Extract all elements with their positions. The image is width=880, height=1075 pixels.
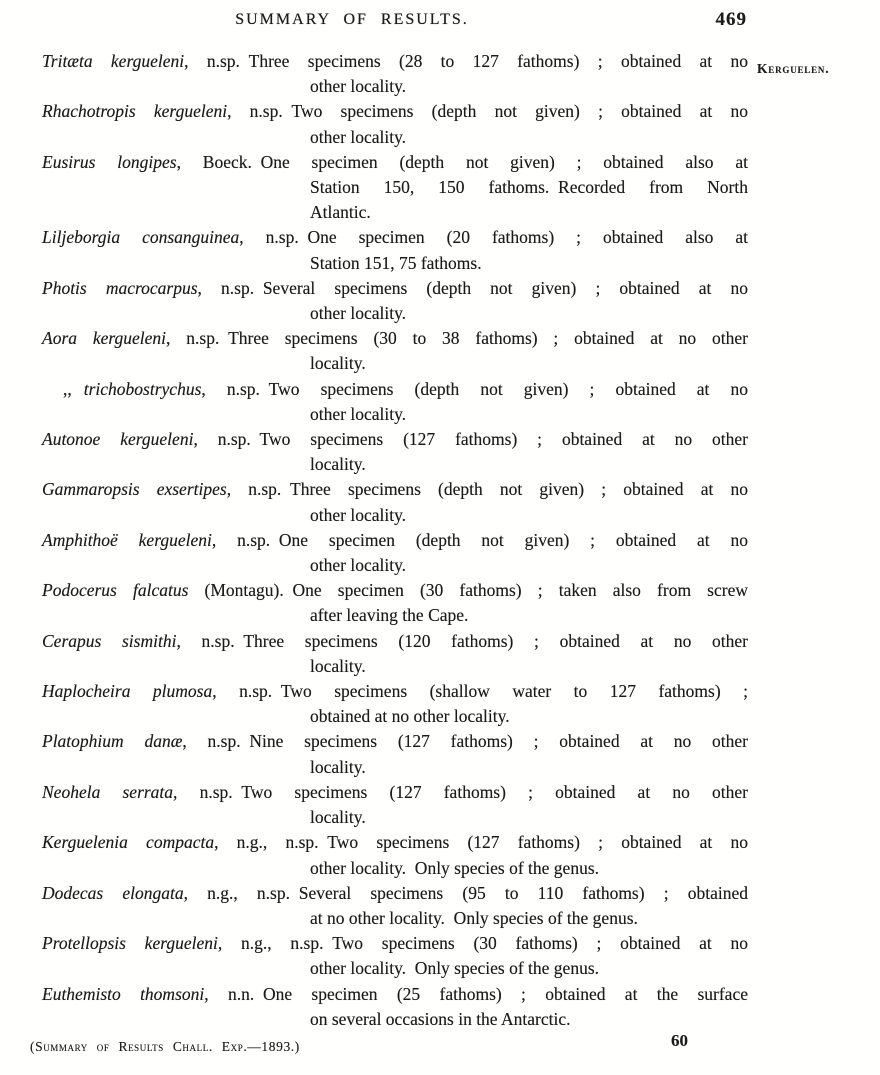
entry-description: , n.sp. Three specimens (30 to 38 fathoms) ; obtained at no other <box>166 328 748 349</box>
entry-continuation-line: Atlantic. <box>310 202 371 223</box>
entry-first-line <box>42 931 748 956</box>
species-entry <box>42 477 748 527</box>
entry-continuation-line: locality. <box>310 353 366 374</box>
entry-description: , n.sp. Three specimens (28 to 127 fathoms) ; obtained at no <box>184 51 748 71</box>
species-name: Neohela serrata <box>42 781 174 802</box>
entry-first-line <box>42 49 748 74</box>
entry-first-line <box>42 982 748 1007</box>
entry-continuation-line: other locality. Only species of the genus. <box>310 958 599 979</box>
species-entry <box>42 150 748 226</box>
species-name: Kerguelenia compacta <box>42 832 215 853</box>
species-name: Podocerus falcatus <box>42 580 189 601</box>
species-entry <box>42 49 748 99</box>
page-number: 469 <box>715 9 747 30</box>
entry-continuation-line: locality. <box>310 655 366 676</box>
entry-first-line <box>42 578 748 603</box>
species-entry <box>42 377 748 427</box>
margin-note-kerguelen: Kerguelen. <box>757 61 830 76</box>
species-entry <box>42 881 748 931</box>
entry-description: , Boeck. One specimen (depth not given) ; obtained also at <box>176 151 748 172</box>
entry-continuation-line: locality. <box>310 807 366 828</box>
species-name: Dodecas elongata <box>42 882 184 903</box>
entry-first-line <box>42 225 748 250</box>
entry-description: , n.sp. One specimen (20 fathoms) ; obtained also at <box>239 227 748 248</box>
entry-continuation-line: other locality. <box>310 126 407 147</box>
entry-description: , n.sp. Two specimens (127 fathoms) ; obtained at no other <box>173 781 748 802</box>
entry-description: , n.sp. Several specimens (depth not given) ; obtained at no <box>197 277 748 298</box>
entry-first-line <box>42 679 748 704</box>
entry-description: , n.g., n.sp. Several specimens (95 to 110 fathoms) ; obtained <box>183 882 748 903</box>
species-entry <box>42 982 748 1032</box>
entry-description: , n.sp. Two specimens (shallow water to 127 fathoms) ; <box>212 681 748 702</box>
entry-first-line <box>42 729 748 754</box>
species-entry <box>42 830 748 880</box>
entry-first-line <box>42 629 748 654</box>
entry-first-line <box>42 830 748 855</box>
species-name: Eusirus longipes <box>42 151 177 172</box>
entry-description: , n.sp. Two specimens (127 fathoms) ; obtained at no other <box>193 429 748 450</box>
entry-first-line <box>42 377 748 402</box>
entry-first-line <box>42 780 748 805</box>
sheet-number: 60 <box>671 1031 688 1050</box>
entry-continuation-line: Station 150, 150 fathoms. Recorded from North <box>310 177 748 198</box>
entry-continuation-line: other locality. <box>310 555 407 576</box>
entry-first-line <box>42 427 748 452</box>
entry-description: , n.sp. Two specimens (depth not given) ; obtained at no <box>227 101 748 122</box>
entry-description: , n.sp. One specimen (depth not given) ; obtained at no <box>211 529 748 550</box>
species-entry <box>42 629 748 679</box>
entry-continuation-line: locality. <box>310 454 366 475</box>
page-title: SUMMARY OF RESULTS. <box>235 11 469 28</box>
species-name: Photis macrocarpus <box>42 277 198 298</box>
entry-continuation-line: other locality. <box>310 303 407 324</box>
species-name: Rhachotropis kergueleni <box>42 101 228 122</box>
entry-continuation-line: Station 151, 75 fathoms. <box>310 252 482 273</box>
entry-description: , n.n. One specimen (25 fathoms) ; obtained at the surface <box>204 983 748 1004</box>
entry-first-line <box>42 477 748 502</box>
species-name: Cerapus sismithi <box>42 630 177 651</box>
species-entry <box>42 729 748 779</box>
entry-first-line <box>42 99 748 124</box>
entry-description: , n.sp. Two specimens (depth not given) ; obtained at no <box>201 378 748 399</box>
entry-continuation-line: on several occasions in the Antarctic. <box>310 1008 571 1029</box>
species-entry <box>42 578 748 628</box>
species-name: Platophium danæ <box>42 731 183 752</box>
entry-continuation-line: other locality. <box>310 76 407 97</box>
species-entry <box>42 780 748 830</box>
species-name: Gammaropsis exsertipes <box>42 479 227 500</box>
species-entry <box>42 326 748 376</box>
species-entry <box>42 679 748 729</box>
species-name: Euthemisto thomsoni <box>42 983 205 1004</box>
entry-description: (Montagu). One specimen (30 fathoms) ; taken also from screw <box>188 580 748 601</box>
entry-continuation-line: other locality. <box>310 504 407 525</box>
species-name: Protellopsis kergueleni <box>42 933 218 954</box>
footer-signature: (Summary of Results Chall. Exp.—1893.) <box>30 1039 300 1054</box>
species-name: Haplocheira plumosa <box>42 681 213 702</box>
entry-description: , n.g., n.sp. Two specimens (127 fathoms) ; obtained at no <box>214 832 748 853</box>
entry-first-line <box>42 326 748 351</box>
entry-first-line <box>42 150 748 175</box>
species-entry <box>42 99 748 149</box>
species-entry <box>42 528 748 578</box>
entry-continuation-line: other locality. Only species of the genus. <box>310 857 599 878</box>
entry-description: , n.g., n.sp. Two specimens (30 fathoms) ; obtained at no <box>217 933 748 954</box>
entry-continuation-line: obtained at no other locality. <box>310 706 510 727</box>
species-name: Liljeborgia consanguinea <box>42 227 240 248</box>
species-entry <box>42 427 748 477</box>
entry-description: , n.sp. Three specimens (depth not given) ; obtained at no <box>226 479 748 500</box>
species-entry <box>42 276 748 326</box>
entry-first-line <box>42 881 748 906</box>
species-name: Amphithoë kergueleni <box>42 529 212 550</box>
species-name: Aora kergueleni <box>42 328 167 349</box>
entry-first-line <box>42 528 748 553</box>
species-name: Tritæta kergueleni <box>42 51 185 71</box>
species-entry <box>42 225 748 275</box>
species-name: trichobostrychus <box>83 378 202 399</box>
entry-description: , n.sp. Three specimens (120 fathoms) ; obtained at no other <box>176 630 748 651</box>
entry-continuation-line: after leaving the Cape. <box>310 605 469 626</box>
entry-continuation-line: at no other locality. Only species of the genus. <box>310 907 638 928</box>
entry-description: , n.sp. Nine specimens (127 fathoms) ; obtained at no other <box>182 731 748 752</box>
entry-first-line <box>42 276 748 301</box>
species-entry <box>42 931 748 981</box>
ditto-mark: ,, <box>63 378 72 399</box>
species-name: Autonoe kergueleni <box>42 429 194 450</box>
entry-continuation-line: other locality. <box>310 403 407 424</box>
entry-continuation-line: locality. <box>310 756 366 777</box>
entries-list <box>42 49 748 1032</box>
